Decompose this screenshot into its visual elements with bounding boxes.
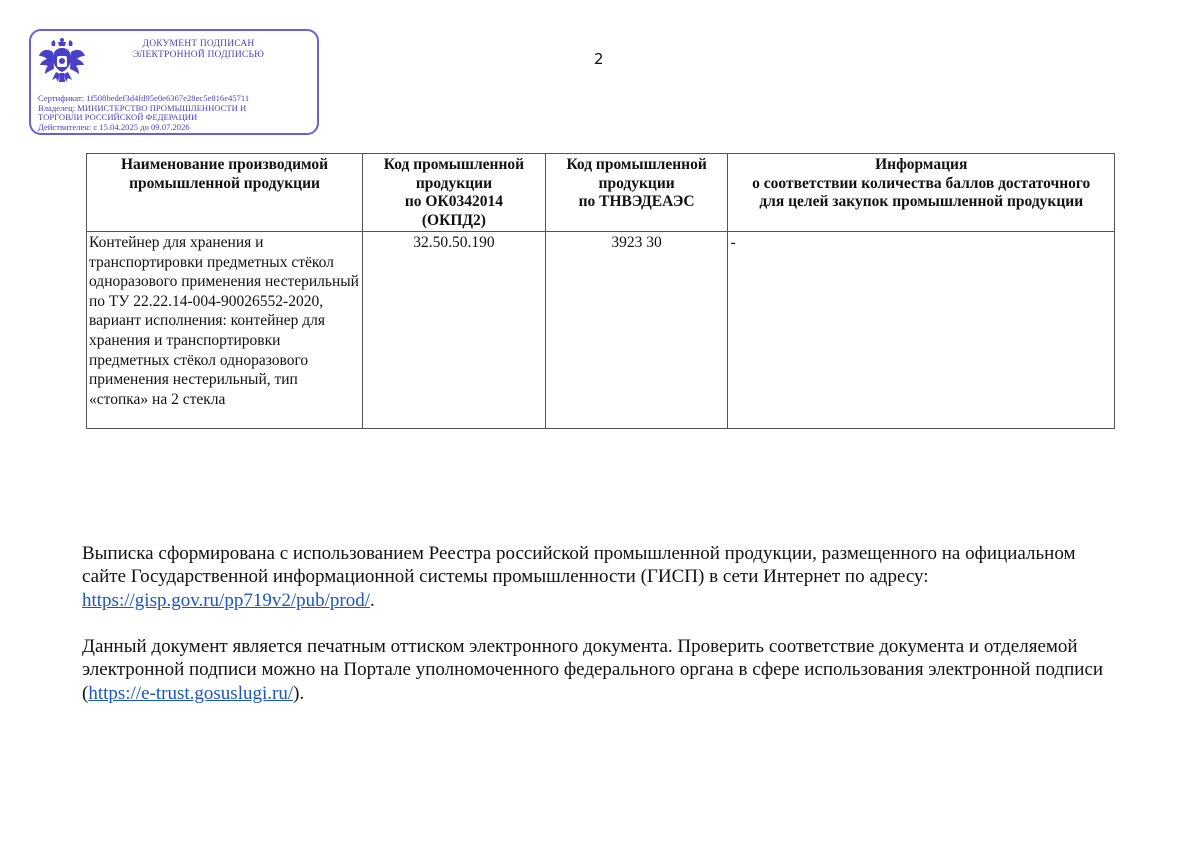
cell-okpd2-code: 32.50.50.190	[363, 232, 546, 429]
electronic-signature-stamp	[29, 29, 319, 135]
table-row	[87, 232, 1115, 429]
russian-coat-of-arms-icon	[38, 36, 86, 86]
page-number: 2	[594, 50, 604, 68]
header-line: Наименование производимой	[121, 156, 329, 173]
stamp-details	[38, 94, 249, 132]
header-tnved-code	[545, 154, 728, 232]
stamp-owner: ТОРГОВЛИ РОССИЙСКОЙ ФЕДЕРАЦИИ	[38, 112, 198, 123]
header-line: по ТНВЭДЕАЭС	[578, 193, 695, 210]
verification-paragraph	[82, 635, 1122, 705]
header-line: продукции	[598, 174, 675, 192]
registry-source-text: Выписка сформирована с использованием Реестра российской промышленной продукции, размещенного на официальном сайте Государственной информационной системы промышленности (ГИСП) в сети Интернет по адресу:	[82, 543, 1076, 588]
header-line: продукции	[415, 174, 492, 192]
header-points-info	[728, 154, 1115, 232]
stamp-title-line: ДОКУМЕНТ ПОДПИСАН	[142, 39, 255, 49]
header-okpd2-code	[363, 154, 546, 232]
header-line: Информация	[875, 156, 968, 173]
header-line: о соответствии количества баллов достаточного	[752, 174, 1091, 192]
header-line: (ОКПД2)	[421, 211, 486, 229]
header-line: Код промышленной	[566, 156, 707, 173]
header-line: по ОК0342014	[404, 193, 503, 210]
stamp-owner: Владелец: МИНИСТЕРСТВО ПРОМЫШЛЕННОСТИ И	[38, 102, 247, 113]
punctuation: .	[370, 589, 375, 611]
header-line: для целей закупок промышленной продукции	[759, 193, 1084, 210]
cell-product-name: Контейнер для хранения и транспортировки предметных стёкол одноразового применения нестерильный по ТУ 22.22.14-004-90026552-2020, вариант исполнения: контейнер для хранения и транспортировки предметных стёкол одноразового применения нестерильный, тип «стопка» на 2 стекла	[87, 232, 363, 429]
header-line: промышленной продукции	[129, 174, 320, 192]
registry-source-paragraph	[82, 542, 1122, 612]
e-trust-link[interactable]: https://e-trust.gosuslugi.ru/	[88, 682, 294, 704]
table-header-row	[87, 154, 1115, 232]
stamp-certificate: Сертификат: 1f508bedef3d4fd95e0e6367e28ec5e816e45711	[38, 93, 250, 103]
header-product-name	[87, 154, 363, 232]
cell-tnved-code: 3923 30	[545, 232, 728, 429]
products-table	[86, 153, 1115, 429]
cell-points-info: -	[728, 232, 1115, 429]
verification-text: Данный документ является печатным оттиском электронного документа. Проверить соответствие документа и отделяемой электронной подписи можно на Портале уполномоченного федерального органа в сфере использования электронной подписи (	[82, 636, 1104, 704]
stamp-validity: Действителен: с 15.04.2025 до 09.07.2026	[38, 121, 190, 132]
punctuation: ).	[293, 682, 305, 704]
stamp-title-line: ЭЛЕКТРОННОЙ ПОДПИСЬЮ	[132, 50, 265, 60]
header-line: Код промышленной	[383, 156, 525, 173]
gisp-registry-link[interactable]: https://gisp.gov.ru/pp719v2/pub/prod/	[82, 589, 370, 611]
stamp-title	[91, 39, 306, 61]
